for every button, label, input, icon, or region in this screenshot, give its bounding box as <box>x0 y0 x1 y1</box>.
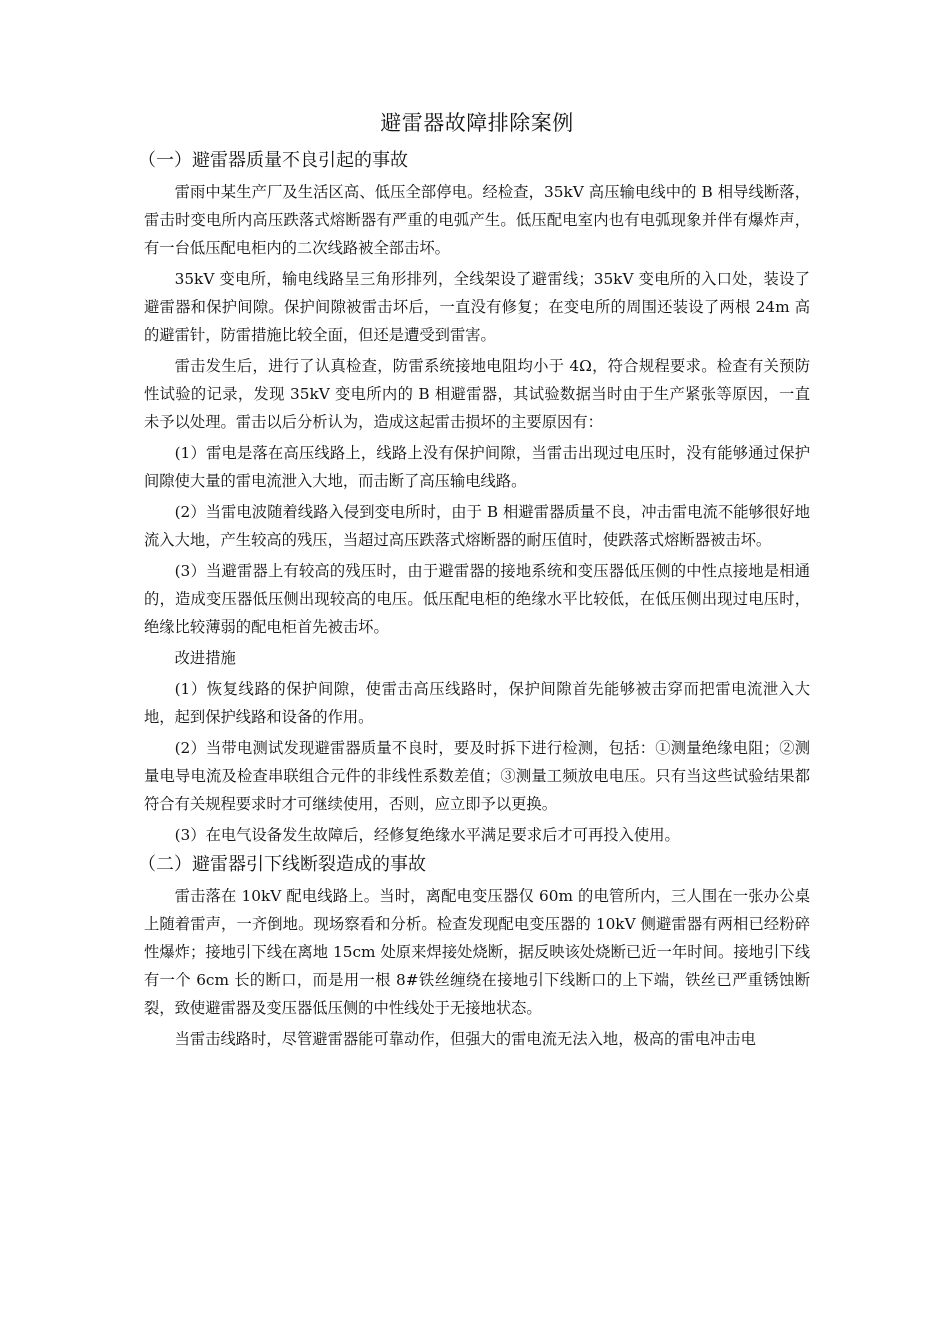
document-title: 避雷器故障排除案例 <box>380 111 574 135</box>
paragraph: (2）当带电测试发现避雷器质量不良时，要及时拆下进行检测，包括：①测量绝缘电阻；②测量电导电流及检查串联组合元件的非线性系数差值；③测量工频放电电压。只有当这些试验结果都符合有关规程要求时才可继续使用，否则，应立即予以更换。 <box>144 739 810 813</box>
section-1-heading: （一）避雷器质量不良引起的事故 <box>138 150 408 171</box>
paragraph: (1）雷电是落在高压线路上，线路上没有保护间隙，当雷击出现过电压时，没有能够通过保护间隙使大量的雷电流泄入大地，而击断了高压输电线路。 <box>144 444 810 490</box>
paragraph: (3）在电气设备发生故障后，经修复绝缘水平满足要求后才可再投入使用。 <box>174 826 680 844</box>
paragraph: 当雷击线路时，尽管避雷器能可靠动作，但强大的雷电流无法入地，极高的雷电冲击电 <box>174 1030 756 1048</box>
paragraph: (2）当雷电波随着线路入侵到变电所时，由于 B 相避雷器质量不良，冲击雷电流不能够很好地流入大地，产生较高的残压，当超过高压跌落式熔断器的耐压值时，使跌落式熔断器被击坏。 <box>144 503 810 549</box>
paragraph: 雷击发生后，进行了认真检查，防雷系统接地电阻均小于 4Ω，符合规程要求。检查有关预防性试验的记录，发现 35kV 变电所内的 B 相避雷器，其试验数据当时由于生产紧张等原因，一直未予以处理。雷击以后分析认为，造成这起雷击损坏的主要原因有： <box>144 357 810 431</box>
paragraph: (1）恢复线路的保护间隙，使雷击高压线路时，保护间隙首先能够被击穿而把雷电流泄入大地，起到保护线路和设备的作用。 <box>144 680 810 726</box>
paragraph: 雷击落在 10kV 配电线路上。当时，离配电变压器仅 60m 的电管所内，三人围在一张办公桌上随着雷声，一齐倒地。现场察看和分析。检查发现配电变压器的 10kV 侧避雷器有两相已经粉碎性爆炸；接地引下线在离地 15cm 处原来焊接处烧断，据反映该处烧断已近一年时间。接地引下线有一个 6cm 长的断口，而是用一根 8#铁丝缠绕在接地引下线断口的上下端，铁丝已严重锈蚀断裂，致使避雷器及变压器低压侧的中性线处于无接地状态。 <box>144 887 810 1017</box>
improvement-measures-label: 改进措施 <box>174 649 236 667</box>
paragraph: (3）当避雷器上有较高的残压时，由于避雷器的接地系统和变压器低压侧的中性点接地是相通的，造成变压器低压侧出现较高的电压。低压配电柜的绝缘水平比较低，在低压侧出现过电压时，绝缘比较薄弱的配电柜首先被击坏。 <box>144 562 810 636</box>
section-2-heading: （二）避雷器引下线断裂造成的事故 <box>138 854 426 875</box>
paragraph: 35kV 变电所，输电线路呈三角形排列，全线架设了避雷线；35kV 变电所的入口处，装设了避雷器和保护间隙。保护间隙被雷击坏后，一直没有修复；在变电所的周围还装设了两根 24m 高的避雷针，防雷措施比较全面，但还是遭受到雷害。 <box>144 270 810 344</box>
paragraph: 雷雨中某生产厂及生活区高、低压全部停电。经检查，35kV 高压输电线中的 B 相导线断落，雷击时变电所内高压跌落式熔断器有严重的电弧产生。低压配电室内也有电弧现象并伴有爆炸声，有一台低压配电柜内的二次线路被全部击坏。 <box>144 183 810 257</box>
document-page <box>138 108 810 1053</box>
